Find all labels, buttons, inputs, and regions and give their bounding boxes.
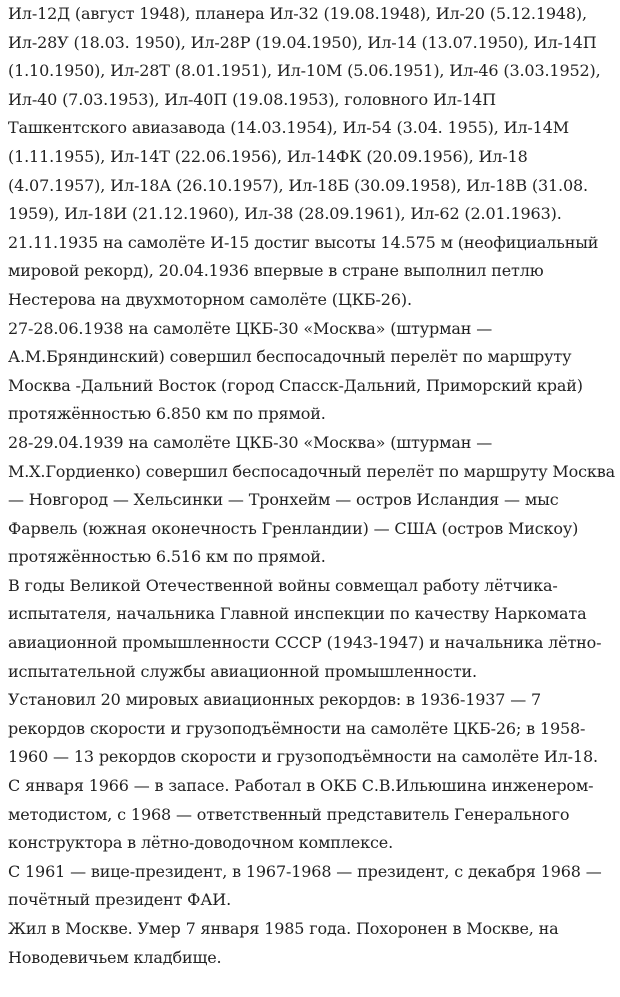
paragraph-altitude-record: 21.11.1935 на самолёте И-15 достиг высоты 14.575 м (неофициальный мировой рекорд), 20.04.1936 впервые в стране выполнил петлю Нестерова на двухмоторном самолёте (ЦКБ-26). bbox=[8, 232, 599, 309]
paragraph-world-records: Установил 20 мировых авиационных рекордов: в 1936-1937 — 7 рекордов скорости и грузоподъёмности на самолёте ЦКБ-26; в 1958-1960 — 13 рекордов скорости и грузоподъёмности на самолёте Ил-18. bbox=[8, 690, 598, 767]
paragraph-death: Жил в Москве. Умер 7 января 1985 года. Похоронен в Москве, на Новодевичьем кладбище. bbox=[8, 919, 559, 967]
paragraph-war-years: В годы Великой Отечественной войны совмещал работу лётчика-испытателя, начальника Главной инспекции по качеству Наркомата авиационной промышленности СССР (1943-1947) и начальника лётно-испытательной службы авиационной промышленности. bbox=[8, 575, 602, 681]
paragraph-aircraft-tests: Ил-12Д (август 1948), планера Ил-32 (19.08.1948), Ил-20 (5.12.1948), Ил-28У (18.03. 1950), Ил-28Р (19.04.1950), Ил-14 (13.07.1950), Ил-14П (1.10.1950), Ил-28Т (8.01.1951), Ил-10М (5.06.1951), Ил-46 (3.03.1952), Ил-40 (7.03.1953), Ил-40П (19.08.1953), головного Ил-14П Ташкентского авиазавода (14.03.1954), Ил-54 (3.04. 1955), Ил-14М (1.11.1955), Ил-14Т (22.06.1956), Ил-14ФК (20.09.1956), Ил-18 (4.07.1957), Ил-18А (26.10.1957), Ил-18Б (30.09.1958), Ил-18В (31.08. 1959), Ил-18И (21.12.1960), Ил-38 (28.09.1961), Ил-62 (2.01.1963). bbox=[8, 4, 601, 224]
paragraph-fai: С 1961 — вице-президент, в 1967-1968 — президент, с декабря 1968 — почётный президент ФАИ. bbox=[8, 861, 602, 910]
paragraph-far-east-flight: 27-28.06.1938 на самолёте ЦКБ-30 «Москва» (штурман — А.М.Бряндинский) совершил беспосадочный перелёт по маршруту Москва -Дальний Восток (город Спасск-Дальний, Приморский край) протяжённостью 6.850 км по прямой. bbox=[8, 318, 583, 424]
paragraph-reserve: С января 1966 — в запасе. Работал в ОКБ С.В.Ильюшина инженером-методистом, с 1968 — ответственный представитель Генерального конструктора в лётно-доводочном комплексе. bbox=[8, 776, 594, 853]
paragraph-usa-flight: 28-29.04.1939 на самолёте ЦКБ-30 «Москва» (штурман — М.Х.Гордиенко) совершил беспосадочный перелёт по маршруту Москва — Новгород — Хельсинки — Тронхейм — остров Исландия — мыс Фарвель (южная оконечность Гренландии) — США (остров Мискоу) протяжённостью 6.516 км по прямой. bbox=[8, 432, 616, 567]
